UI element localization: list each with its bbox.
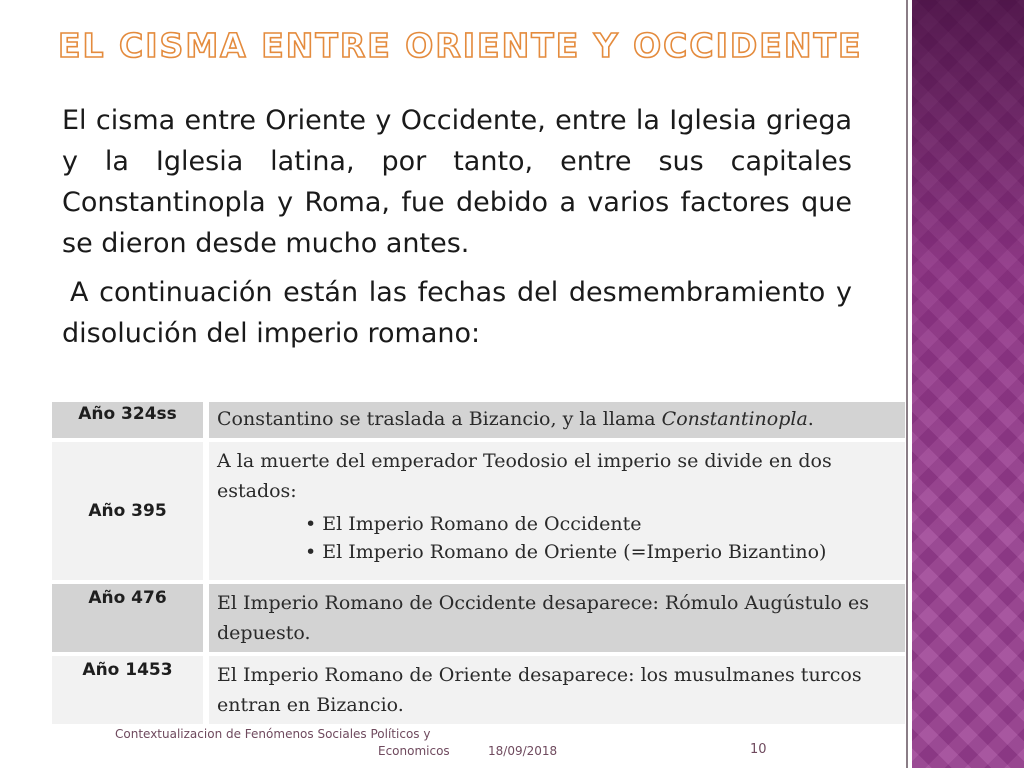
intro-paragraph: El cisma entre Oriente y Occidente, entre la Iglesia griega y la Iglesia latina, por tanto, entre sus capitales Constantinopla y Roma, fue debido a varios factores que se dieron desde mucho antes. [62,105,852,259]
table-row [52,402,905,438]
event-cell: El Imperio Romano de Oriente desaparece: los musulmanes turcos entran en Bizancio. [209,656,905,724]
decorative-side-band [912,0,1024,768]
year-cell: Año 395 [52,442,209,580]
timeline-table [52,398,905,728]
side-divider [906,0,908,768]
year-cell: Año 324ss [52,402,209,438]
list-item: • El Imperio Romano de Occidente [305,510,897,538]
year-cell: Año 1453 [52,656,209,724]
event-text: A la muerte del emperador Teodosio el imperio se divide en dos estados: [217,450,832,502]
slide-title: EL CISMA ENTRE ORIENTE Y OCCIDENTE [58,26,863,65]
table-row [52,656,905,724]
dates-intro-paragraph: A continuación están las fechas del desmembramiento y disolución del imperio romano: [62,277,852,349]
list-item: • El Imperio Romano de Oriente (=Imperio Bizantino) [305,538,897,566]
footer-date: 18/09/2018 [488,744,558,758]
bullet-list [217,510,897,566]
event-cell [209,442,905,580]
footer-course-line1: Contextualizacion de Fenómenos Sociales Políticos y [115,727,431,741]
page-number: 10 [750,742,767,757]
event-text: Constantino se traslada a Bizancio, y la llama [217,408,662,430]
table-row [52,584,905,652]
event-text-italic: Constantinopla [661,408,808,430]
footer-course-name [115,726,455,760]
event-cell: El Imperio Romano de Occidente desaparece: Rómulo Augústulo es depuesto. [209,584,905,652]
event-cell [209,402,905,438]
table-row [52,442,905,580]
event-text-end: . [807,408,814,430]
footer-course-line2: Economicos [378,744,450,758]
year-cell: Año 476 [52,584,209,652]
